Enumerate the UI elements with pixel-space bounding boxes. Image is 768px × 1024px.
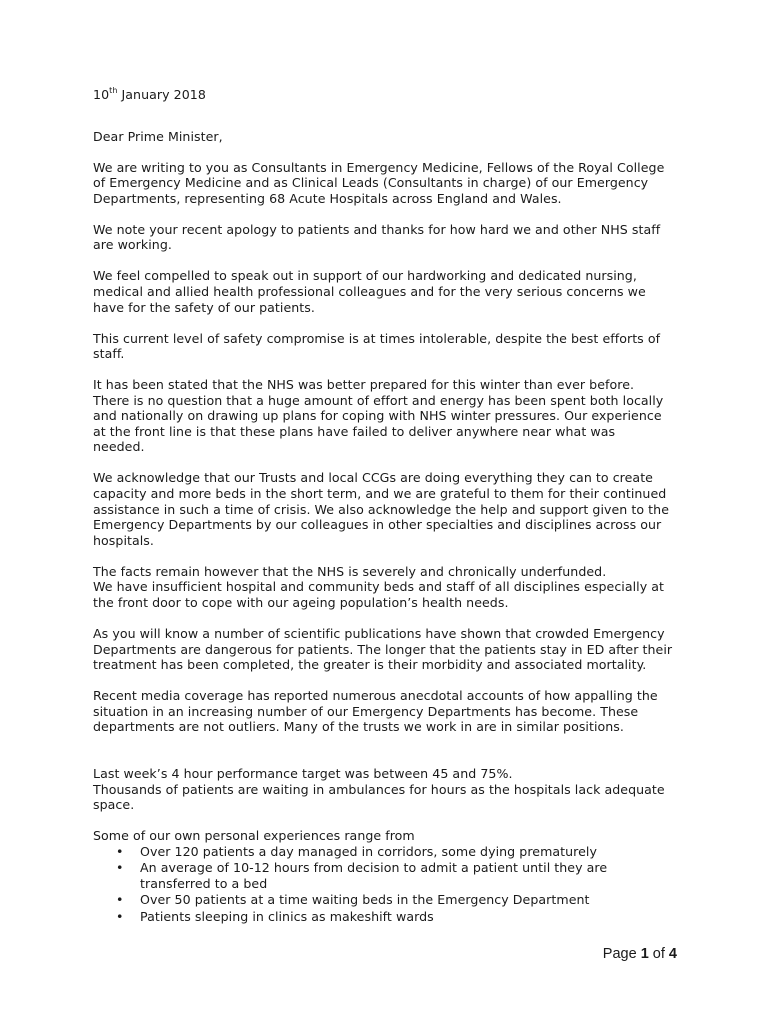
paragraph: We feel compelled to speak out in support of our hardworking and dedicated nursing, medical and allied health professional colleagues and for the very serious concerns we have for the safety of our patients. <box>93 268 646 315</box>
page-number-footer: Page 1 of 4 <box>602 946 677 962</box>
list-item: • Over 120 patients a day managed in corridors, some dying prematurely <box>116 843 597 859</box>
bullet-icon: • <box>116 892 124 908</box>
paragraph: We note your recent apology to patients and thanks for how hard we and other NHS staff are working. <box>93 221 661 253</box>
bullet-icon: • <box>116 860 124 876</box>
bullet-icon: • <box>116 909 124 925</box>
paragraph: This current level of safety compromise is at times intolerable, despite the best efforts of staff. <box>93 330 661 362</box>
bullet-icon: • <box>116 843 124 859</box>
paragraph: As you will know a number of scientific publications have shown that crowded Emergency Departments are dangerous for patients. The longer that the patients stay in ED after their treatment has been completed, the greater is their morbidity and associated mortality. <box>93 625 673 673</box>
list-intro: Some of our own personal experiences range from <box>93 828 415 844</box>
paragraph: The facts remain however that the NHS is severely and chronically underfunded. We have insufficient hospital and community beds and staff of all disciplines especially at the front door to cope with our ageing population’s health needs. <box>93 563 665 610</box>
letter-date: 10th January 2018 <box>93 85 206 102</box>
experiences-section <box>93 828 683 925</box>
salutation: Dear Prime Minister, <box>93 128 223 144</box>
paragraph: Last week’s 4 hour performance target was between 45 and 75%. Thousands of patients are waiting in ambulances for hours as the hospitals lack adequate space. <box>93 765 665 813</box>
list-item: • An average of 10-12 hours from decision to admit a patient until they are transferred to a bed <box>116 860 608 891</box>
current-page: 1 <box>640 946 649 962</box>
list-item: • Over 50 patients at a time waiting beds in the Emergency Department <box>116 892 590 908</box>
total-pages: 4 <box>668 946 677 962</box>
paragraph: Recent media coverage has reported numerous anecdotal accounts of how appalling the situation in an increasing number of our Emergency Departments has become. These departments are not outliers. Many of the trusts we work in are in similar positions. <box>93 688 658 735</box>
experiences-list <box>93 844 683 925</box>
paragraph: We acknowledge that our Trusts and local CCGs are doing everything they can to create capacity and more beds in the short term, and we are grateful to them for their continued assistance in such a time of crisis. We also acknowledge the help and support given to the Emergency Departments by our colleagues in other specialties and disciplines across our hospitals. <box>93 470 669 548</box>
paragraph: It has been stated that the NHS was better prepared for this winter than ever before. There is no question that a huge amount of effort and energy has been spent both locally and nationally on drawing up plans for coping with NHS winter pressures. Our experience at the front line is that these plans have failed to deliver anywhere near what was needed. <box>93 377 664 455</box>
paragraph: We are writing to you as Consultants in Emergency Medicine, Fellows of the Royal College of Emergency Medicine and as Clinical Leads (Consultants in charge) of our Emergency Departments, representing 68 Acute Hospitals across England and Wales. <box>93 159 665 206</box>
list-item: • Patients sleeping in clinics as makeshift wards <box>116 909 434 925</box>
letter-body <box>93 87 683 926</box>
